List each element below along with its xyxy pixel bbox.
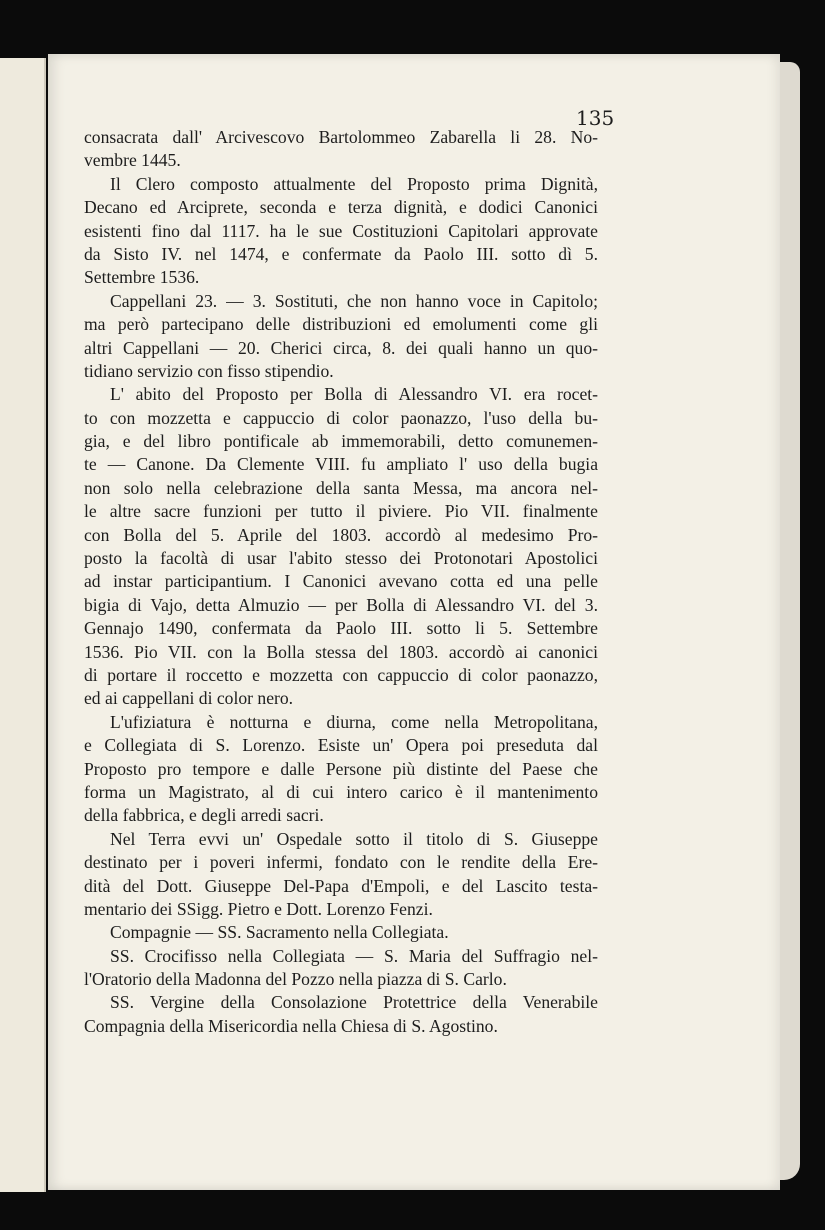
text-line: te — Canone. Da Clemente VIII. fu ampliato l' uso della bugia <box>84 454 598 475</box>
text-line: L' abito del Proposto per Bolla di Alessandro VI. era rocet- <box>110 384 598 405</box>
text-line: Cappellani 23. — 3. Sostituti, che non hanno voce in Capitolo; <box>110 290 598 311</box>
text-line: forma un Magistrato, al di cui intero carico è il mantenimento <box>84 781 598 802</box>
text-line: consacrata dall' Arcivescovo Bartolommeo Zabarella li 28. No- <box>84 127 598 147</box>
text-line: altri Cappellani — 20. Cherici circa, 8. dei quali hanno un quo- <box>84 337 598 358</box>
text-line: Proposto pro tempore e dalle Persone più distinte del Paese che <box>84 758 598 779</box>
text-line: Settembre 1536. <box>84 267 200 288</box>
text-line: destinato per i poveri infermi, fondato con le rendite della Ere- <box>84 852 598 873</box>
text-line: SS. Vergine della Consolazione Protettrice della Venerabile <box>110 992 598 1013</box>
text-line: non solo nella celebrazione della santa Messa, ma ancora nel- <box>84 477 598 498</box>
text-line: mentario dei SSigg. Pietro e Dott. Lorenzo Fenzi. <box>84 898 433 919</box>
text-line: Il Clero composto attualmente del Proposto prima Dignità, <box>110 173 598 194</box>
text-line: 1536. Pio VII. con la Bolla stessa del 1803. accordò ai canonici <box>84 641 598 662</box>
text-line: to con mozzetta e cappuccio di color paonazzo, l'uso della bu- <box>84 407 598 428</box>
left-page-edge <box>0 58 46 1192</box>
text-line: di portare il roccetto e mozzetta con cappuccio di color paonazzo, <box>84 664 598 685</box>
text-line: vembre 1445. <box>84 150 181 171</box>
page-number: 135 <box>576 106 615 130</box>
text-line: ad instar participantium. I Canonici avevano cotta ed una pelle <box>84 571 598 592</box>
text-line: da Sisto IV. nel 1474, e confermate da Paolo III. sotto dì 5. <box>84 243 598 264</box>
text-line: ed ai cappellani di color nero. <box>84 688 294 709</box>
text-line: l'Oratorio della Madonna del Pozzo nella piazza di S. Carlo. <box>84 969 507 990</box>
text-line: Compagnia della Misericordia nella Chiesa di S. Agostino. <box>84 1015 498 1036</box>
text-line: esistenti fino dal 1117. ha le sue Costituzioni Capitolari approvate <box>84 220 598 241</box>
text-line: L'ufiziatura è notturna e diurna, come nella Metropolitana, <box>110 711 598 732</box>
text-line: gia, e del libro pontificale ab immemorabili, detto comunemen- <box>84 431 598 452</box>
text-line: bigia di Vajo, detta Almuzio — per Bolla di Alessandro VI. del 3. <box>84 594 598 615</box>
text-line: Gennajo 1490, confermata da Paolo III. sotto li 5. Settembre <box>84 618 598 639</box>
text-line: posto la facoltà di usar l'abito stesso dei Protonotari Apostolici <box>84 548 598 569</box>
text-line: Decano ed Arciprete, seconda e terza dignità, e dodici Canonici <box>84 197 598 218</box>
text-line: dità del Dott. Giuseppe Del-Papa d'Empoli, e del Lascito testa- <box>84 875 598 896</box>
text-line: e Collegiata di S. Lorenzo. Esiste un' Opera poi preseduta dal <box>84 735 598 756</box>
text-line: SS. Crocifisso nella Collegiata — S. Maria del Suffragio nel- <box>110 945 598 966</box>
body-text <box>84 126 598 1038</box>
text-line: con Bolla del 5. Aprile del 1803. accordò al medesimo Pro- <box>84 524 598 545</box>
text-line: tidiano servizio con fisso stipendio. <box>84 360 334 381</box>
text-line: Nel Terra evvi un' Ospedale sotto il titolo di S. Giuseppe <box>110 828 598 849</box>
text-line: della fabbrica, e degli arredi sacri. <box>84 805 324 826</box>
text-line: ma però partecipano delle distribuzioni ed emolumenti come gli <box>84 314 598 335</box>
text-line: le altre sacre funzioni per tutto il piviere. Pio VII. finalmente <box>84 501 598 522</box>
text-line: Compagnie — SS. Sacramento nella Collegiata. <box>110 922 449 943</box>
